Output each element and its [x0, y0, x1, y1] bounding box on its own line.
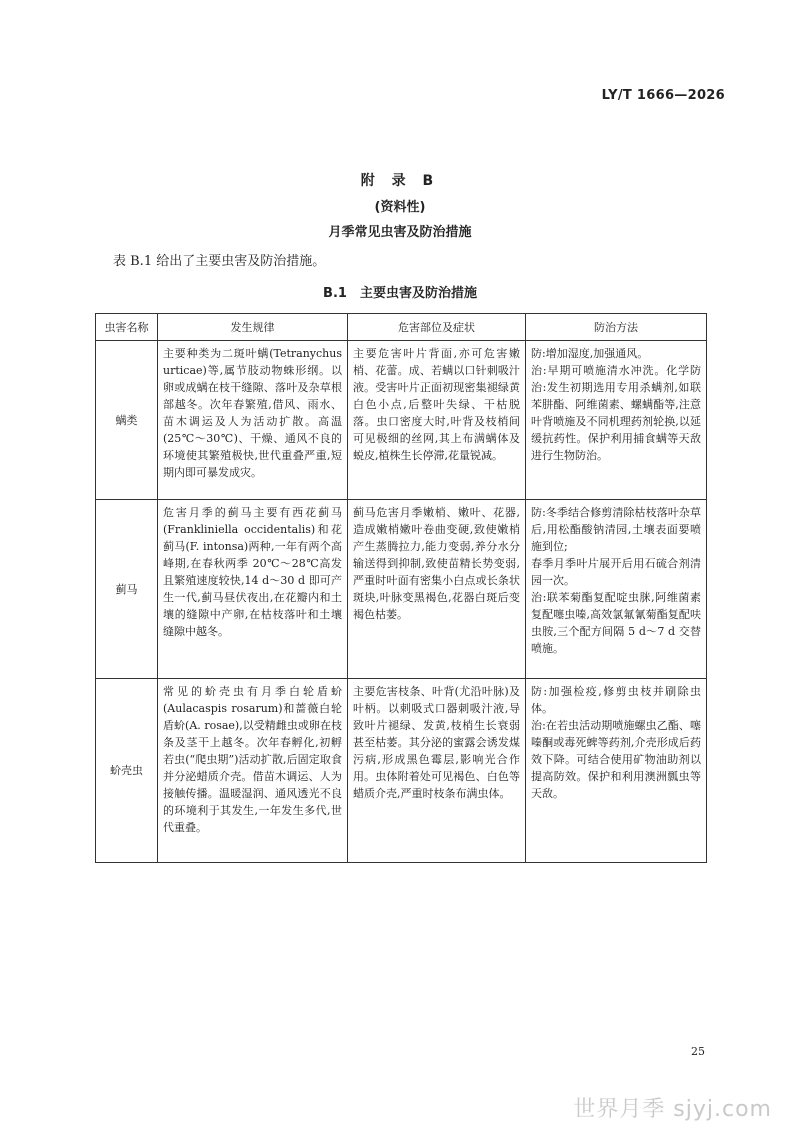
- pest-symptoms: 蓟马危害月季嫩梢、嫩叶、花器,造成嫩梢嫩叶卷曲变硬,致使嫩梢产生蒸腾拉力,能力变弱,养分水分输送得到抑制,致使苗精长势变弱,严重时叶面有密集小白点或长条状斑块,叶脉变黑褐色,花器白斑后变褐色枯萎。: [348, 500, 526, 679]
- pest-control: 防:加强检疫,修剪虫枝并刷除虫体。 治:在若虫活动期喷施螺虫乙酯、噻嗪酮或毒死蜱等药剂,介壳形成后药效下降。可结合使用矿物油助剂以提高防效。保护和利用澳洲瓢虫等天敌。: [526, 679, 707, 863]
- pest-table: [95, 313, 707, 863]
- page-number: 25: [691, 1045, 705, 1058]
- pest-control: 防:冬季结合修剪清除枯枝落叶杂草后,用松酯酸钠清园,土壤表面要喷施到位; 春季月季叶片展开后用石硫合剂清园一次。 治:联苯菊酯复配啶虫脒,阿维菌素复配噻虫嗪,高效氯氟氰菊酯复配呋虫胺,三个配方间隔 5 d～7 d 交替喷施。: [526, 500, 707, 679]
- header-pest-name: 虫害名称: [96, 314, 158, 341]
- appendix-label: 附 录 B: [360, 173, 440, 189]
- header-control: 防治方法: [526, 314, 707, 341]
- watermark: 世界月季 sjyj.com: [573, 1097, 772, 1122]
- appendix-nature: (资料性): [374, 200, 426, 215]
- pest-pattern: 主要种类为二斑叶螨(Tetranychus urticae)等,属节肢动物蛛形纲。以卵或成螨在枝干缝隙、落叶及杂草根部越冬。次年春繁殖,借风、雨水、苗木调运及人为活动扩散。高温(25℃～30℃)、干燥、通风不良的环境使其繁殖极快,世代重叠严重,短期内即可暴发成灾。: [158, 341, 348, 500]
- table-header-row: [96, 314, 707, 341]
- header-symptoms: 危害部位及症状: [348, 314, 526, 341]
- header-pattern: 发生规律: [158, 314, 348, 341]
- pest-name: 蚧壳虫: [96, 679, 158, 863]
- pest-name: 螨类: [96, 341, 158, 500]
- intro-text: 表 B.1 给出了主要虫害及防治措施。: [113, 254, 326, 269]
- standard-number: LY/T 1666—2026: [601, 88, 725, 103]
- table-row: [96, 679, 707, 863]
- appendix-title: 月季常见虫害及防治措施: [328, 225, 472, 240]
- table-title: B.1 主要虫害及防治措施: [323, 286, 477, 301]
- pest-name: 蓟马: [96, 500, 158, 679]
- pest-control: 防:增加湿度,加强通风。 治:早期可喷施清水冲洗。化学防治:发生初期选用专用杀螨剂,如联苯肼酯、阿维菌素、螺螨酯等,注意叶背喷施及不同机理药剂轮换,以延缓抗药性。保护利用捕食螨等天敌进行生物防治。: [526, 341, 707, 500]
- pest-symptoms: 主要危害叶片背面,亦可危害嫩梢、花蕾。成、若螨以口针刺吸汁液。受害叶片正面初现密集褪绿黄白色小点,后整叶失绿、干枯脱落。虫口密度大时,叶背及枝梢间可见极细的丝网,其上布满螨体及蜕皮,植株生长停滞,花量锐减。: [348, 341, 526, 500]
- table-row: [96, 341, 707, 500]
- pest-pattern: 常见的蚧壳虫有月季白轮盾蚧(Aulacaspis rosarum)和蔷薇白轮盾蚧(A. rosae),以受精雌虫或卵在枝条及茎干上越冬。次年春孵化,初孵若虫(“爬虫期”)活动扩散,后固定取食并分泌蜡质介壳。借苗木调运、人为接触传播。温暖湿润、通风透光不良的环境利于其发生,一年发生多代,世代重叠。: [158, 679, 348, 863]
- table-row: [96, 500, 707, 679]
- pest-symptoms: 主要危害枝条、叶背(尤沿叶脉)及叶柄。以刺吸式口器刺吸汁液,导致叶片褪绿、发黄,枝梢生长衰弱甚至枯萎。其分泌的蜜露会诱发煤污病,形成黑色霉层,影响光合作用。虫体附着处可见褐色、白色等蜡质介壳,严重时枝条布满虫体。: [348, 679, 526, 863]
- pest-pattern: 危害月季的蓟马主要有西花蓟马(Frankliniella occidentalis)和花蓟马(F. intonsa)两种,一年有两个高峰期,在春秋两季 20℃～28℃高发且繁殖速度较快,14 d～30 d 即可产生一代,蓟马昼伏夜出,在花瓣内和土壤的缝隙中产卵,在枯枝落叶和土壤缝隙中越冬。: [158, 500, 348, 679]
